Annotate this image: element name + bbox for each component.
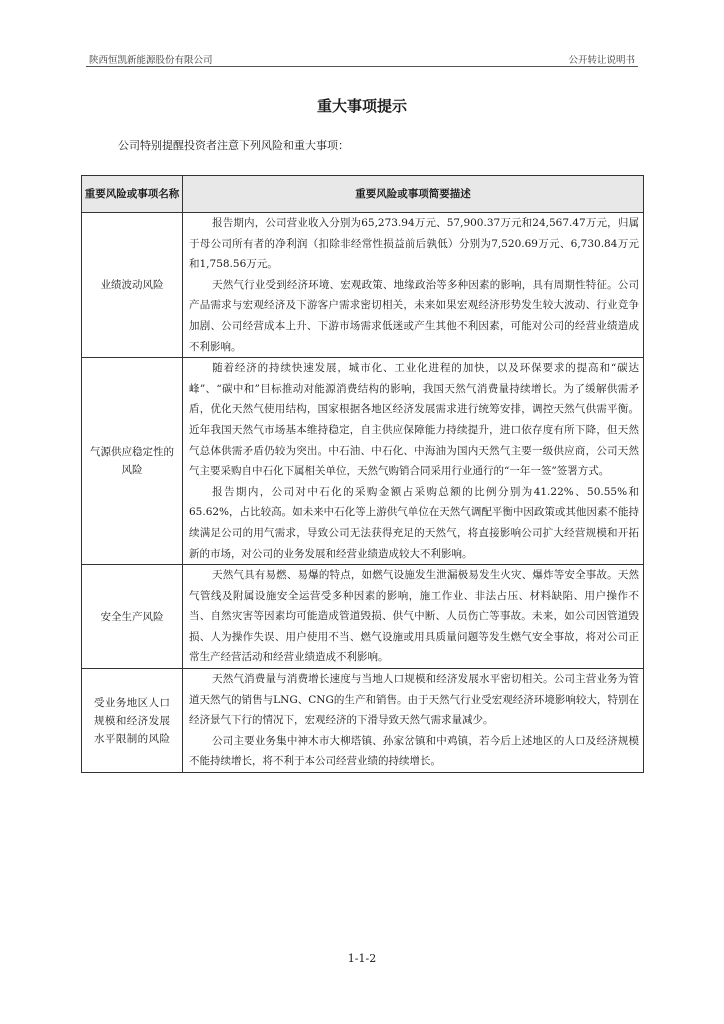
- col-header-name: 重要风险或事项名称: [82, 176, 183, 213]
- risk-name: 气源供应稳定性的风险: [82, 358, 183, 565]
- intro-text: 公司特别提醒投资者注意下列风险和重大事项：: [118, 139, 349, 152]
- risk-table: [81, 175, 644, 773]
- table-row: [82, 565, 644, 669]
- risk-name: 安全生产风险: [82, 565, 183, 669]
- header-company: 陕西恒凯新能源股份有限公司: [89, 55, 213, 66]
- description-paragraph: 随着经济的持续快速发展，城市化、工业化进程的加快，以及环保要求的提高和“碳达峰”、“碳中和”目标推动对能源消费结构的影响，我国天然气消费量持续增长。为了缓解供需矛盾，优化天然气使用结构，国家根据各地区经济发展需求进行统筹安排，调控天然气供需平衡。近年我国天然气市场基本维持稳定，自主供应保障能力持续提升，进口依存度有所下降，但天然气总体供需矛盾仍较为突出。中石油、中石化、中海油为国内天然气主要一级供应商，公司天然气主要采购自中石化下属相关单位，天然气购销合同采用行业通行的“一年一签”签署方式。: [189, 362, 639, 478]
- risk-name: 业绩波动风险: [82, 213, 183, 358]
- page-title: 重大事项提示: [316, 97, 407, 115]
- header-divider: [86, 66, 638, 67]
- risk-description: [183, 213, 644, 358]
- table-header-row: [82, 176, 644, 213]
- page-header: [86, 50, 638, 66]
- risk-description: [183, 565, 644, 669]
- description-paragraph: 报告期内，公司营业收入分别为65,273.94万元、57,900.37万元和24,567.47万元，归属于母公司所有者的净利润（扣除非经常性损益前后孰低）分别为7,520.69万元、6,730.84万元和1,758.56万元。: [189, 217, 639, 271]
- table-row: [82, 213, 644, 358]
- description-paragraph: 天然气具有易燃、易爆的特点，如燃气设施发生泄漏极易发生火灾、爆炸等安全事故。天然气管线及附属设施安全运营受多种因素的影响，施工作业、非法占压、材料缺陷、用户操作不当、自然灾害等因素均可能造成管道毁损、供气中断、人员伤亡等事故。未来，如公司因管道毁损、人为操作失误、用户使用不当、燃气设施或用具质量问题等发生燃气安全事故，将对公司正常生产经营活动和经营业绩造成不利影响。: [189, 569, 639, 664]
- header-doc-type: 公开转让说明书: [568, 55, 635, 66]
- risk-name: 受业务地区人口规模和经济发展水平限制的风险: [82, 669, 183, 773]
- description-paragraph: 天然气行业受到经济环境、宏观政策、地缘政治等多种因素的影响，具有周期性特征。公司产品需求与宏观经济及下游客户需求密切相关，未来如果宏观经济形势发生较大波动、行业竞争加剧、公司经营成本上升、下游市场需求低迷或产生其他不利因素，可能对公司的经营业绩造成不利影响。: [189, 278, 639, 353]
- description-paragraph: 报告期内，公司对中石化的采购金额占采购总额的比例分别为41.22%、50.55%和65.62%，占比较高。如未来中石化等上游供气单位在天然气调配平衡中因政策或其他因素不能持续满足公司的用气需求，导致公司无法获得充足的天然气，将直接影响公司扩大经营规模和开拓新的市场，对公司的业务发展和经营业绩造成较大不利影响。: [189, 485, 639, 560]
- table-row: [82, 358, 644, 565]
- risk-description: [183, 358, 644, 565]
- page-number: 1-1-2: [347, 952, 377, 965]
- risk-description: [183, 669, 644, 773]
- col-header-description: 重要风险或事项简要描述: [183, 176, 644, 213]
- description-paragraph: 天然气消费量与消费增长速度与当地人口规模和经济发展水平密切相关。公司主营业务为管道天然气的销售与LNG、CNG的生产和销售。由于天然气行业受宏观经济环境影响较大，特别在经济景气下行的情况下，宏观经济的下滑导致天然气需求量减少。: [189, 673, 639, 727]
- description-paragraph: 公司主要业务集中神木市大柳塔镇、孙家岔镇和中鸡镇，若今后上述地区的人口及经济规模不能持续增长，将不利于本公司经营业绩的持续增长。: [189, 734, 639, 768]
- table-row: [82, 669, 644, 773]
